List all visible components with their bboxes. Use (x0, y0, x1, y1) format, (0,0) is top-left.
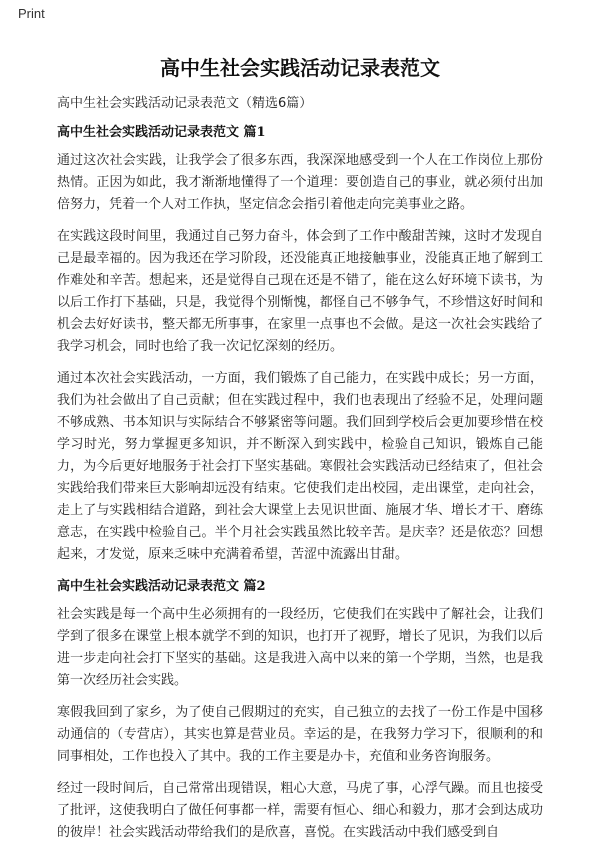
paragraph: 通过本次社会实践活动，一方面，我们锻炼了自己能力，在实践中成长；另一方面，我们为社会做出了自己贡献；但在实践过程中，我们也表现出了经验不足，处理问题不够成熟、书本知识与实际结合不够紧密等问题。我们回到学校后会更加要珍惜在校学习时光，努力掌握更多知识，并不断深入到实践中，检验自己知识，锻炼自己能力，为今后更好地服务于社会打下坚实基础。寒假社会实践活动已经结束了，但社会实践给我们带来巨大影响却远没有结束。它使我们走出校园，走出课堂，走向社会，走上了与实践相结合道路，到社会大课堂上去见识世面、施展才华、增长才干、磨练意志，在实践中检验自己。半个月社会实践虽然比较辛苦。是庆幸？还是依恋？回想起来，才发觉，原来乏味中充满着希望，苦涩中流露出甘甜。 (57, 371, 543, 562)
document-body (57, 122, 543, 854)
paragraph: 在实践这段时间里，我通过自己努力奋斗，体会到了工作中酸甜苦辣，这时才发现自己是最幸福的。因为我还在学习阶段，还没能真正地接触事业，没能真正地了解到工作难处和辛苦。想起来，还是觉得自己现在还是不错了，能在这么好环境下读书，为以后工作打下基础，只是，我觉得个别惭愧，都怪自己不够争气，不珍惜这好时间和机会去好好读书，整天都无所事事，在家里一点事也不会做。是这一次社会实践给了我学习机会，同时也给了我一次记忆深刻的经历。 (57, 229, 543, 354)
paragraph: 通过这次社会实践，让我学会了很多东西，我深深地感受到一个人在工作岗位上那份热情。正因为如此，我才渐渐地懂得了一个道理：要创造自己的事业，就必须付出加倍努力，凭着一个人对工作执，坚定信念会指引着他走向完美事业之路。 (57, 153, 543, 212)
document-subtitle: 高中生社会实践活动记录表范文（精选6篇） (57, 96, 313, 111)
section-heading: 高中生社会实践活动记录表范文 篇1 (57, 125, 266, 140)
document-title: 高中生社会实践活动记录表范文 (160, 56, 440, 80)
section-2 (57, 576, 543, 844)
section-heading: 高中生社会实践活动记录表范文 篇2 (57, 579, 266, 594)
paragraph: 寒假我回到了家乡，为了使自己假期过的充实，自己独立的去找了一份工作是中国移动通信的（专营店），其实也算是营业员。幸运的是，在我努力学习下，很顺利的和同事相处，工作也投入了其中。我的工作主要是办卡，充值和业务咨询服务。 (57, 705, 543, 764)
paragraph: 经过一段时间后，自己常常出现错误，粗心大意，马虎了事，心浮气躁。而且也接受了批评，这使我明白了做任何事都一样，需要有恒心、细心和毅力，那才会到达成功的彼岸！社会实践活动带给我们的是欣喜，喜悦。在实践活动中我们感受到自 (57, 781, 543, 840)
paragraph: 社会实践是每一个高中生必须拥有的一段经历，它使我们在实践中了解社会，让我们学到了很多在课堂上根本就学不到的知识，也打开了视野，增长了见识，为我们以后进一步走向社会打下坚实的基础。这是我进入高中以来的第一个学期，当然，也是我第一次经历社会实践。 (57, 607, 543, 688)
print-link[interactable]: Print (18, 6, 45, 21)
section-1 (57, 122, 543, 566)
